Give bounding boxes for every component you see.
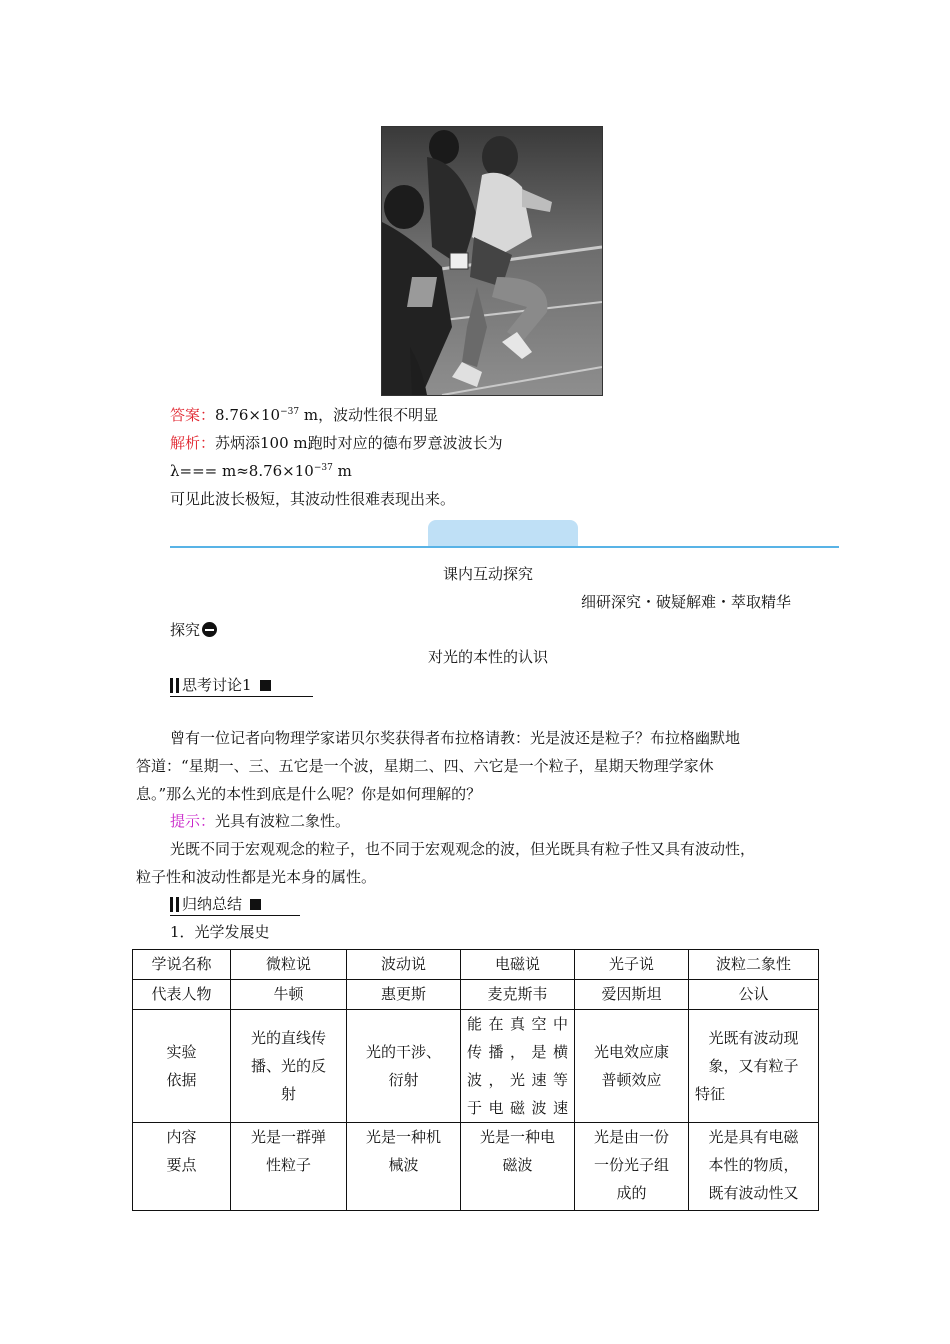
table-header-cell: 电磁说 (461, 950, 575, 980)
answer-value-pre: 8.76×10 (215, 406, 281, 424)
table-cell: 牛顿 (231, 980, 347, 1010)
table-header-cell: 波粒二象性 (689, 950, 819, 980)
cell-line: 实验 (166, 1043, 197, 1061)
discussion-para2-line1: 光既不同于宏观观念的粒子，也不同于宏观观念的波，但光既具有粒子性又具有波动性， (170, 840, 756, 858)
table-row-basis (133, 1010, 819, 1123)
table-cell (575, 1010, 689, 1123)
cell-line: 光电效应康 (593, 1043, 669, 1061)
number-one-circle-icon (202, 622, 217, 637)
summary-header (170, 894, 300, 916)
explore-topic: 对光的本性的认识 (428, 648, 549, 666)
cell-line: 于电磁波速 (467, 1099, 568, 1117)
table-header-cell: 学说名称 (133, 950, 231, 980)
sprinter-photo (381, 126, 603, 396)
table-row-persons (133, 980, 819, 1010)
table-cell (347, 1010, 461, 1123)
table-cell (231, 1010, 347, 1123)
answer-value-exponent: −37 (280, 407, 300, 417)
cell-line: 能在真空中 (467, 1015, 568, 1033)
cell-line: 依据 (166, 1071, 197, 1089)
cell-line: 特征 (695, 1085, 726, 1103)
table-cell (133, 1123, 231, 1211)
table-cell: 公认 (689, 980, 819, 1010)
cell-line: 内容 (166, 1128, 197, 1146)
explore-heading (170, 620, 217, 640)
cell-line: 本性的物质， (708, 1156, 799, 1174)
cell-line: 械波 (388, 1156, 419, 1174)
cell-line: 磁波 (502, 1156, 533, 1174)
sprinter-photo-graphic (382, 127, 602, 395)
cell-line: 一份光子组 (593, 1156, 669, 1174)
optics-history-table (132, 949, 819, 1211)
analysis-label: 解析： (170, 434, 216, 452)
table-cell: 惠更斯 (347, 980, 461, 1010)
hint-line (170, 811, 350, 831)
section-subtitle: 细研深究・破疑解难・萃取精华 (581, 593, 792, 611)
hint-label: 提示： (170, 812, 216, 830)
cell-line: 成的 (616, 1184, 647, 1202)
analysis-formula-post: m (332, 462, 352, 480)
table-cell (575, 1123, 689, 1211)
header-bar-icon (170, 678, 173, 693)
section-title: 课内互动探究 (443, 565, 534, 583)
table-cell (689, 1010, 819, 1123)
table-header-row (133, 950, 819, 980)
cell-line: 光的直线传 (250, 1029, 326, 1047)
analysis-formula-exponent: −37 (313, 463, 333, 473)
cell-line: 传播，是横 (467, 1043, 568, 1061)
table-cell (689, 1123, 819, 1211)
cell-line: 性粒子 (265, 1156, 311, 1174)
table-row-content (133, 1123, 819, 1211)
answer-label: 答案： (170, 406, 216, 424)
header-square-icon (260, 680, 271, 691)
summary-header-label: 归纳总结 (182, 895, 243, 913)
table-cell: 代表人物 (133, 980, 231, 1010)
discussion-para2-line2: 粒子性和波动性都是光本身的属性。 (136, 868, 377, 886)
cell-line: 普顿效应 (601, 1071, 662, 1089)
table-cell (461, 1010, 575, 1123)
header-bar-icon (170, 897, 173, 912)
table-cell (461, 1123, 575, 1211)
analysis-line-2 (170, 461, 352, 481)
summary-item-1: 1．光学发展史 (170, 923, 270, 941)
cell-line: 光是具有电磁 (708, 1128, 799, 1146)
answer-value-post: m，波动性很不明显 (299, 406, 439, 424)
hint-text: 光具有波粒二象性。 (215, 812, 351, 830)
cell-line: 光的干涉、 (365, 1043, 441, 1061)
cell-line: 要点 (166, 1156, 197, 1174)
analysis-line-3: 可见此波长极短，其波动性很难表现出来。 (170, 490, 456, 508)
header-bar-icon (176, 897, 179, 912)
analysis-line-1 (170, 433, 503, 453)
header-bar-icon (176, 678, 179, 693)
discussion-header-label: 思考讨论1 (182, 676, 252, 694)
cell-line: 光既有波动现 (708, 1029, 799, 1047)
cell-line: 射 (280, 1085, 296, 1103)
cell-line: 象，又有粒子 (708, 1057, 799, 1075)
discussion-header (170, 675, 313, 697)
cell-line: 既有波动性又 (708, 1184, 799, 1202)
analysis-formula-pre: λ=== m≈8.76×10 (170, 462, 314, 480)
table-cell: 麦克斯韦 (461, 980, 575, 1010)
cell-line: 光是一种机 (365, 1128, 441, 1146)
table-cell: 爱因斯坦 (575, 980, 689, 1010)
explore-label: 探究 (170, 621, 201, 639)
table-cell (133, 1010, 231, 1123)
cell-line: 光是由一份 (593, 1128, 669, 1146)
table-cell (231, 1123, 347, 1211)
table-cell (347, 1123, 461, 1211)
cell-line: 光是一群弹 (250, 1128, 326, 1146)
analysis-text-1: 苏炳添100 m跑时对应的德布罗意波波长为 (215, 434, 503, 452)
table-header-cell: 波动说 (347, 950, 461, 980)
section-banner-tab (428, 520, 578, 546)
table-header-cell: 光子说 (575, 950, 689, 980)
cell-line: 波，光速等 (467, 1071, 568, 1089)
discussion-para1-line2: 答道：“星期一、三、五它是一个波，星期二、四、六它是一个粒子，星期天物理学家休 (136, 757, 714, 775)
header-square-icon (250, 899, 261, 910)
cell-line: 衍射 (388, 1071, 419, 1089)
cell-line: 光是一种电 (479, 1128, 555, 1146)
discussion-para1-line3: 息。”那么光的本性到底是什么呢？你是如何理解的？ (136, 785, 482, 803)
answer-line (170, 405, 438, 425)
section-banner-line (170, 546, 839, 548)
cell-line: 播、光的反 (250, 1057, 326, 1075)
discussion-para1-line1: 曾有一位记者向物理学家诺贝尔奖获得者布拉格请教：光是波还是粒子？布拉格幽默地 (170, 729, 741, 747)
table-header-cell: 微粒说 (231, 950, 347, 980)
